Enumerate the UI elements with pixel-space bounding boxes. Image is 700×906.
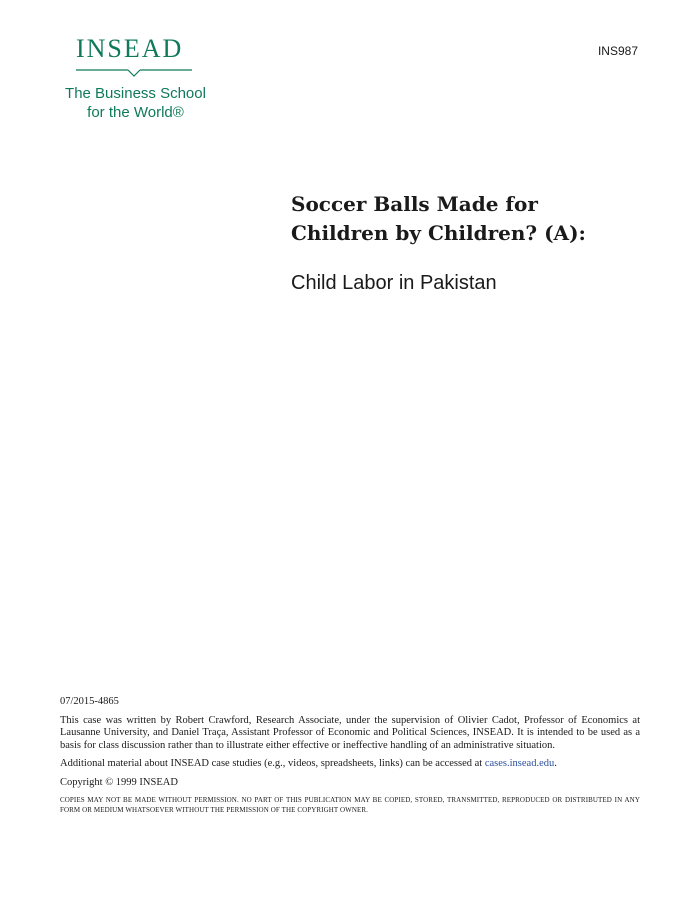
document-id: INS987 xyxy=(597,44,638,58)
title-line-2: Children by Children? (A): xyxy=(291,221,586,245)
footer xyxy=(60,696,640,821)
cases-link[interactable]: cases.insead.edu xyxy=(484,758,555,769)
logo-underline-icon xyxy=(76,67,192,77)
logo-wordmark: INSEAD xyxy=(76,34,184,63)
title-line-1: Soccer Balls Made for xyxy=(291,192,538,216)
logo-tagline xyxy=(58,84,213,122)
case-title xyxy=(291,190,651,248)
case-subtitle: Child Labor in Pakistan xyxy=(291,272,497,294)
additional-material-note xyxy=(60,758,640,771)
case-code: 07/2015-4865 xyxy=(60,696,119,707)
tagline-line-2: for the World® xyxy=(87,104,184,121)
authorship-note: This case was written by Robert Crawford, Research Associate, under the supervision of Olivier Cadot, Professor of Economics at Lausanne University, and Daniel Traça, Assistant Professor of Economic and Political Sciences, INSEAD. It is intended to be used as a basis for class discussion rather than to illustrate either effective or ineffective handling of an administrative situation. xyxy=(60,714,640,751)
additional-material-text: Additional material about INSEAD case studies (e.g., videos, spreadsheets, links) can be accessed at xyxy=(60,758,483,769)
tagline-line-1: The Business School xyxy=(65,85,206,102)
link-suffix: . xyxy=(554,758,557,769)
copyright-notice: COPIES MAY NOT BE MADE WITHOUT PERMISSION. NO PART OF THIS PUBLICATION MAY BE COPIED, STORED, TRANSMITTED, REPRODUCED OR DISTRIBUTED IN ANY FORM OR MEDIUM WHATSOEVER WITHOUT THE PERMISSION OF THE COPYRIGHT OWNER. xyxy=(60,796,640,814)
copyright: Copyright © 1999 INSEAD xyxy=(60,776,178,788)
